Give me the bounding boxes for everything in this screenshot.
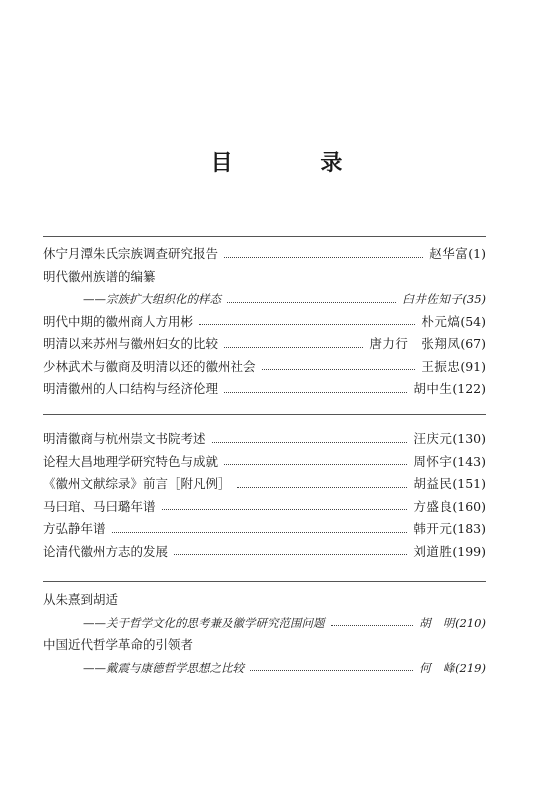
toc-entry <box>43 356 486 379</box>
toc-entry-author-page <box>419 657 486 680</box>
dot-leader <box>174 554 407 555</box>
toc-entry-title: 从朱熹到胡适 <box>43 592 119 607</box>
dot-leader <box>227 302 396 303</box>
toc-entry-author-page <box>413 451 486 474</box>
toc-entry <box>43 288 486 311</box>
toc-entry-title: 明清徽商与杭州崇文书院考述 <box>43 431 206 446</box>
toc-entry-title: 中国近代哲学革命的引领者 <box>43 637 194 652</box>
toc-entry-title: 明代中期的徽州商人方用彬 <box>43 313 194 329</box>
toc-entry-author-page <box>369 333 486 356</box>
toc-entry-title: 方弘静年谱 <box>43 521 106 536</box>
toc-entry-page: (130) <box>452 431 486 446</box>
toc-entry-title: ——宗族扩大组织化的样态 <box>83 292 221 306</box>
page-title: 目 录 <box>210 151 383 176</box>
toc-entry-author-page <box>421 356 486 379</box>
toc-entry <box>43 518 486 541</box>
toc-entry <box>43 612 486 635</box>
toc-entry-title: 《徽州文献综录》前言［附凡例］ <box>43 476 231 491</box>
toc-entry <box>43 451 486 474</box>
toc-entry-author: 臼井佐知子 <box>402 292 463 306</box>
toc-entry-page: (35) <box>462 292 486 306</box>
toc-entry-title: ——关于哲学文化的思考兼及徽学研究范围问题 <box>83 615 325 630</box>
toc-entry-title: 少林武术与徽商及明清以还的徽州社会 <box>43 358 256 374</box>
toc-section-1 <box>43 243 486 401</box>
toc-entry <box>43 541 486 564</box>
toc-entry <box>43 333 486 356</box>
toc-entry-page: (183) <box>452 521 486 536</box>
dot-leader <box>112 532 408 533</box>
toc-entry-title: 明代徽州族谱的编纂 <box>43 268 156 284</box>
toc-entry-author: 汪庆元 <box>413 431 453 446</box>
toc-heading <box>43 589 486 612</box>
toc-entry-page: (67) <box>460 336 486 351</box>
toc-entry-title: 明清以来苏州与徽州妇女的比较 <box>43 336 219 351</box>
toc-entry-author-page <box>421 311 486 334</box>
toc-entry-author-page <box>413 518 486 541</box>
dot-leader <box>162 509 408 510</box>
toc-entry-author: 赵华富 <box>429 246 469 261</box>
toc-entry-page: (151) <box>452 476 486 491</box>
toc-entry <box>43 657 486 680</box>
dot-leader <box>331 625 414 626</box>
toc-entry-author-page <box>413 378 486 401</box>
toc-entry-author: 胡中生 <box>413 381 453 396</box>
toc-entry <box>43 428 486 451</box>
dot-leader <box>224 464 407 465</box>
dot-leader <box>199 324 415 325</box>
toc-section-3 <box>43 589 486 679</box>
toc-entry <box>43 473 486 496</box>
toc-entry-author: 朴元熇 <box>421 313 461 329</box>
dot-leader <box>224 257 423 258</box>
toc-entry-author: 王振忠 <box>421 358 461 374</box>
toc-entry-title: 休宁月潭朱氏宗族调查研究报告 <box>43 246 219 261</box>
toc-entry-page: (160) <box>452 498 486 514</box>
toc-entry-title: 明清徽州的人口结构与经济伦理 <box>43 381 219 396</box>
toc-entry-page: (199) <box>452 543 486 559</box>
toc-entry-page: (91) <box>460 358 486 374</box>
toc-entry-author: 唐力行 张翔凤 <box>369 336 461 351</box>
dot-leader <box>224 392 407 393</box>
dot-leader <box>237 487 408 488</box>
toc-entry <box>43 243 486 266</box>
toc-entry-title: 马曰琯、马曰璐年谱 <box>43 498 156 514</box>
toc-entry-page: (210) <box>455 615 486 630</box>
toc-entry-page: (219) <box>455 660 486 675</box>
toc-entry-title: ——戴震与康德哲学思想之比较 <box>83 660 244 675</box>
toc-entry-author: 方盛良 <box>413 498 453 514</box>
dot-leader <box>262 369 416 370</box>
toc-entry-author-page <box>419 612 486 635</box>
toc-heading <box>43 634 486 657</box>
toc-entry-title: 论程大昌地理学研究特色与成就 <box>43 453 219 469</box>
toc-entry-author: 周怀宇 <box>413 453 453 469</box>
toc-entry-author: 何 峰 <box>419 660 456 675</box>
toc-entry-title: 论清代徽州方志的发展 <box>43 543 169 559</box>
toc-entry-author-page <box>429 243 486 266</box>
toc-heading <box>43 266 486 289</box>
toc-section-2 <box>43 428 486 563</box>
toc-entry-author-page <box>413 541 486 564</box>
toc-entry-author: 韩开元 <box>413 521 453 536</box>
dot-leader <box>224 347 363 348</box>
dot-leader <box>250 670 413 671</box>
toc-entry-page: (1) <box>468 246 486 261</box>
toc-entry-author-page <box>413 496 486 519</box>
dot-leader <box>212 442 408 443</box>
section-divider <box>43 581 486 582</box>
section-divider <box>43 236 486 237</box>
toc-entry-author-page <box>413 428 486 451</box>
toc-entry <box>43 311 486 334</box>
toc-entry-author-page <box>413 473 486 496</box>
toc-entry-author: 胡 明 <box>419 615 456 630</box>
toc-entry <box>43 496 486 519</box>
toc-entry-author: 胡益民 <box>413 476 453 491</box>
section-divider <box>43 414 486 415</box>
toc-entry-page: (143) <box>452 453 486 469</box>
toc-entry-author-page <box>402 288 486 311</box>
toc-entry-page: (54) <box>460 313 486 329</box>
toc-entry-author: 刘道胜 <box>413 543 453 559</box>
toc-entry-page: (122) <box>452 381 486 396</box>
toc-entry <box>43 378 486 401</box>
